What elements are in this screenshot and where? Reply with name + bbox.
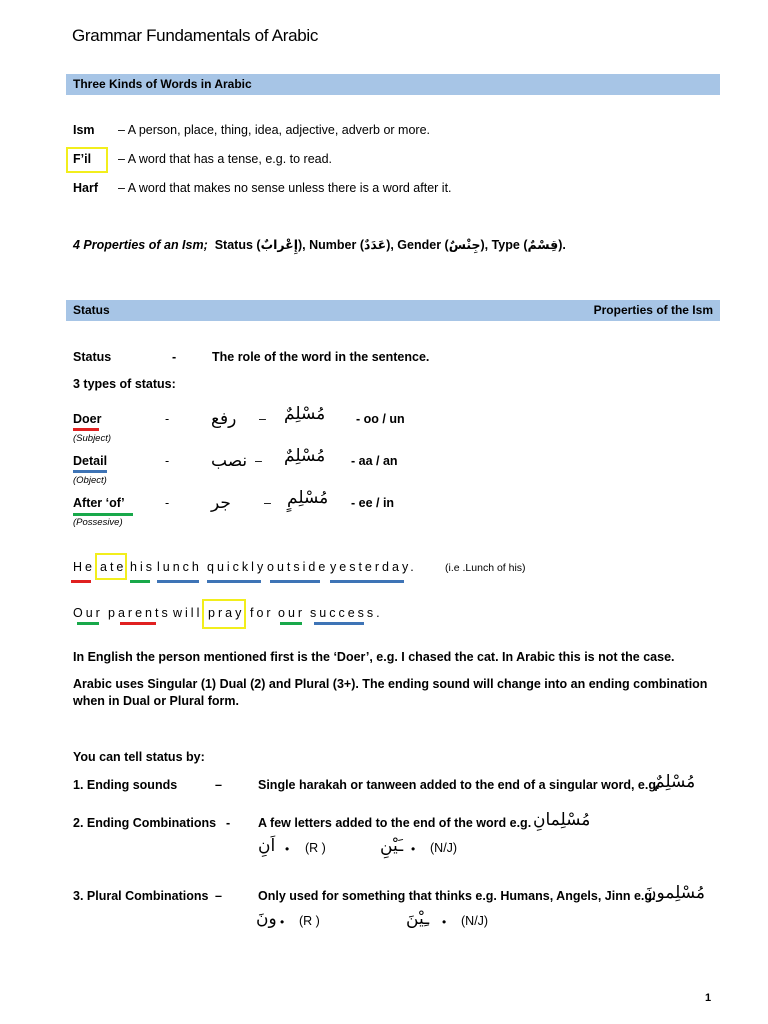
status-type-name: After ‘of’	[73, 496, 125, 510]
ending-sound: - aa / an	[351, 454, 398, 468]
underline-blue	[330, 580, 404, 583]
method-dash: -	[226, 816, 231, 830]
term-ism: Ism	[73, 123, 95, 137]
arabic-status-name: رفع	[211, 409, 237, 429]
underline-green	[73, 513, 133, 516]
status-type-name: Detail	[73, 454, 108, 468]
example-word: his	[130, 560, 155, 574]
paragraph: In English the person mentioned first is the ‘Doer’, e.g. I chased the cat. In Arabic this is not the case.	[73, 650, 675, 664]
case-label: (R )	[299, 914, 320, 928]
underline-red	[120, 622, 156, 625]
ending-form: اَنِ	[258, 836, 276, 856]
section-header-word-kinds	[66, 74, 720, 95]
example-word: He	[73, 560, 95, 574]
example-word: quickly	[207, 560, 267, 574]
example-word: yesterday.	[330, 560, 417, 574]
section-heading-left: Status	[73, 303, 110, 317]
bullet: •	[442, 915, 447, 929]
term-harf: Harf	[73, 181, 99, 195]
types-heading: 3 types of status:	[73, 377, 176, 391]
underline-green	[77, 622, 99, 625]
arabic-word: مُسْلِمٌ	[284, 404, 326, 424]
row-dash: –	[259, 412, 266, 426]
example-word: parents	[108, 606, 171, 620]
row-dash: –	[255, 454, 262, 468]
arabic-word: مُسْلِمٍ	[287, 488, 329, 508]
status-term: Status	[73, 350, 112, 364]
underline-red	[71, 580, 91, 583]
ending-sound: - oo / un	[356, 412, 405, 426]
section-heading: Three Kinds of Words in Arabic	[73, 77, 252, 91]
bullet: •	[280, 915, 285, 929]
example-word: pray	[208, 606, 245, 620]
underline-blue	[270, 580, 320, 583]
example-word: ate	[100, 560, 127, 574]
arabic-status-name: نصب	[211, 451, 248, 471]
row-dash: -	[165, 496, 170, 510]
properties-line	[73, 237, 566, 252]
definition-ism: – A person, place, thing, idea, adjective, adverb or more.	[118, 123, 430, 137]
sentence-note: (i.e .Lunch of his)	[445, 562, 526, 574]
method-dash: –	[215, 889, 222, 903]
paragraph: Arabic uses Singular (1) Dual (2) and Plural (3+). The ending sound will change into an ending combination	[73, 677, 708, 691]
row-dash: -	[165, 454, 170, 468]
underline-red	[73, 428, 99, 431]
case-label: (N/J)	[430, 841, 458, 855]
example-word: for	[250, 606, 274, 620]
underline-green	[280, 622, 302, 625]
definition-fil: – A word that has a tense, e.g. to read.	[118, 152, 333, 166]
status-type-sub: (Object)	[73, 475, 107, 486]
bullet: •	[285, 842, 290, 856]
example-word: Our	[73, 606, 103, 620]
method-text: Single harakah or tanween added to the end of a singular word, e.g.	[258, 778, 660, 792]
method-arabic: مُسْلِمانِ	[533, 810, 591, 830]
ending-form: ـَيْنِ	[380, 836, 404, 856]
term-fil: F’il	[73, 152, 92, 166]
example-word: will	[173, 606, 203, 620]
underline-blue	[207, 580, 261, 583]
method-label: 3. Plural Combinations	[73, 889, 209, 903]
method-label: 1. Ending sounds	[73, 778, 178, 792]
section-heading-right: Properties of the Ism	[593, 303, 713, 317]
example-word: our	[278, 606, 306, 620]
status-definition: The role of the word in the sentence.	[212, 350, 430, 364]
arabic-status-name: جر	[211, 493, 231, 513]
example-word: lunch	[157, 560, 202, 574]
section-header-status	[66, 300, 720, 321]
underline-blue	[73, 470, 107, 473]
case-label: (N/J)	[461, 914, 489, 928]
ending-sound: - ee / in	[351, 496, 395, 510]
case-label: (R )	[305, 841, 326, 855]
status-type-name: Doer	[73, 412, 102, 426]
method-arabic: مُسْلِمونَ	[644, 883, 705, 903]
method-text: Only used for something that thinks e.g. Humans, Angels, Jinn e.g.	[258, 889, 656, 903]
status-type-sub: (Possesive)	[73, 517, 123, 528]
method-label: 2. Ending Combinations	[73, 816, 217, 830]
row-dash: -	[165, 412, 170, 426]
properties-text: Status (إِعْرابٌ), Number (عَدَدٌ), Gender (جِنْسٌ), Type (قِسْمٌ).	[214, 238, 566, 252]
underline-green	[130, 580, 150, 583]
properties-prefix: 4 Properties of an Ism;	[73, 238, 208, 252]
page-number: 1	[705, 992, 712, 1004]
row-dash: –	[264, 496, 271, 510]
tell-heading: You can tell status by:	[73, 750, 205, 764]
status-type-sub: (Subject)	[73, 433, 112, 444]
example-word: success.	[310, 606, 383, 620]
example-word: outside	[267, 560, 329, 574]
method-arabic: مُسْلِمٌ	[654, 772, 696, 792]
method-text: A few letters added to the end of the word e.g.	[258, 816, 532, 830]
ending-form: ونَ	[256, 909, 277, 929]
ending-form: ـِيْنَ	[406, 909, 430, 929]
underline-blue	[157, 580, 199, 583]
definition-harf: – A word that makes no sense unless there is a word after it.	[118, 181, 452, 195]
method-dash: –	[215, 778, 222, 792]
underline-blue	[314, 622, 364, 625]
arabic-word: مُسْلِمٌ	[284, 446, 326, 466]
page-title: Grammar Fundamentals of Arabic	[72, 26, 319, 45]
status-dash: -	[172, 350, 177, 364]
bullet: •	[411, 842, 416, 856]
paragraph: when in Dual or Plural form.	[73, 694, 239, 708]
